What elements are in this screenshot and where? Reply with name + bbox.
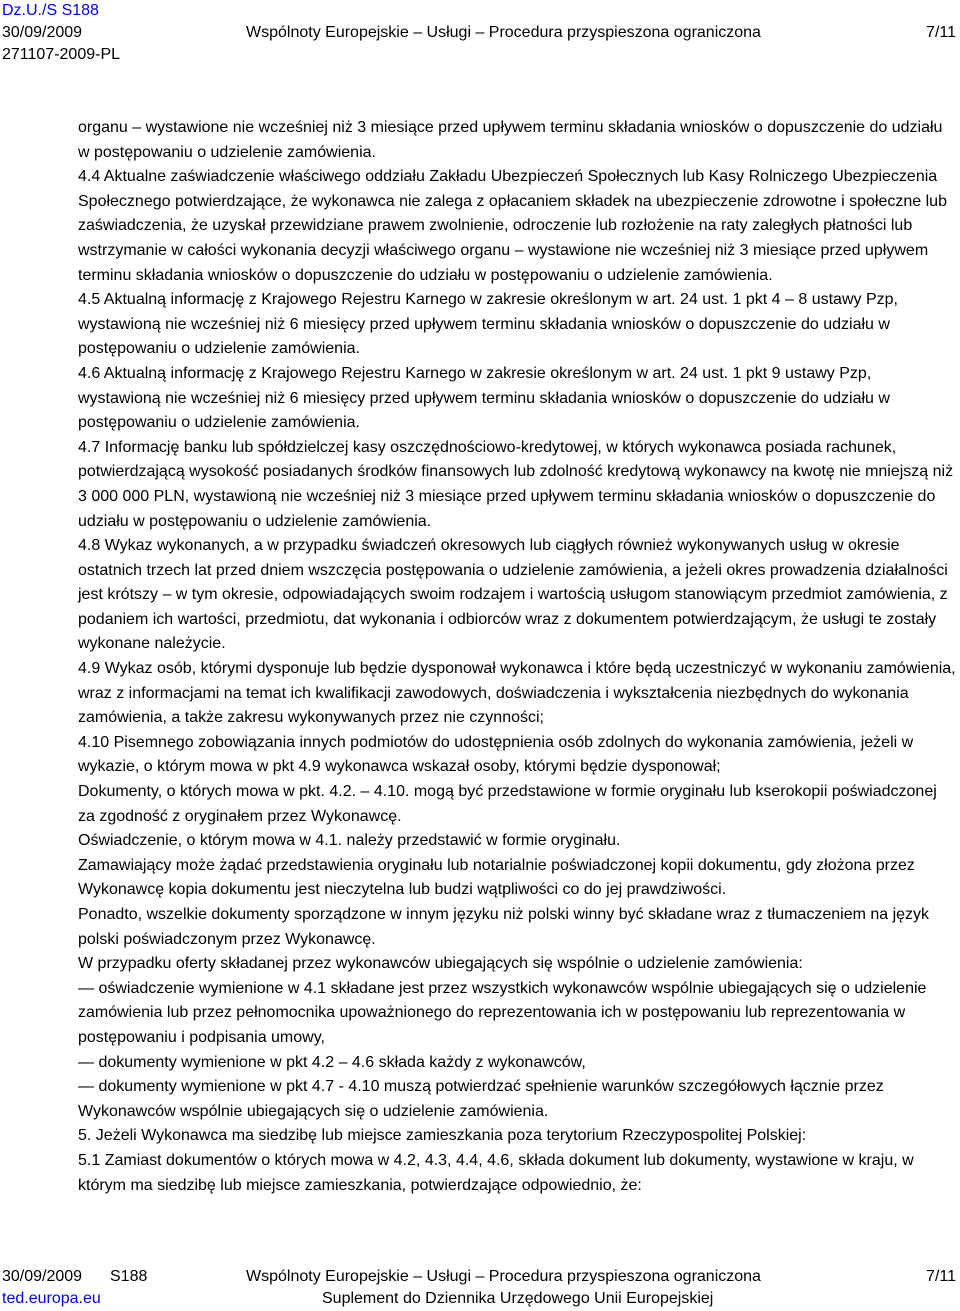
footer-supplement: Suplement do Dziennika Urzędowego Unii Europejskiej (322, 1290, 714, 1307)
footer-title: Wspólnoty Europejskie – Usługi – Procedura przyspieszona ograniczona (246, 1268, 761, 1285)
header-row-3 (0, 44, 960, 66)
paragraph-5: 5. Jeżeli Wykonawca ma siedzibę lub miejsce zamieszkania poza terytorium Rzeczypospolitej Polskiej: (78, 1127, 807, 1145)
paragraph-4-8: 4.8 Wykaz wykonanych, a w przypadku świadczeń okresowych lub ciągłych również wykonywanych usług w okresie ostatnich trzech lat przed dniem wszczęcia postępowania o udzielenie zamówienia, a jeżeli okres prowadzenia działalności jest krótszy – w tym okresie, odpowiadających swoim rodzajem i wartością usługom stanowiącym przedmiot zamówienia, z podaniem ich wartości, przedmiotu, dat wykonania i odbiorców wraz z dokumentem potwierdzającym, że usługi te zostały wykonane należycie. (78, 537, 948, 653)
footer-series: S188 (110, 1268, 148, 1285)
ted-site-link[interactable]: ted.europa.eu (2, 1290, 101, 1307)
header-page-number: 7/11 (926, 24, 956, 41)
paragraph: organu – wystawione nie wcześniej niż 3 miesiące przed upływem terminu składania wniosków o dopuszczenie do udziału w postępowaniu o udzielenie zamówienia. (78, 119, 943, 161)
list-item: — dokumenty wymienione w pkt 4.7 - 4.10 muszą potwierdzać spełnienie warunków szczegółowych łącznie przez Wykonawców wspólnie ubiegających się o udzielenie zamówienia. (78, 1078, 884, 1120)
footer-row-2 (0, 1288, 960, 1310)
footer-row-1 (0, 1266, 960, 1288)
footer-date: 30/09/2009 (2, 1268, 83, 1285)
header-title: Wspólnoty Europejskie – Usługi – Procedura przyspieszona ograniczona (246, 24, 761, 41)
doc-ref-link[interactable]: Dz.U./S S188 (2, 2, 99, 19)
paragraph-documents-form: Dokumenty, o których mowa w pkt. 4.2. – 4.10. mogą być przedstawione w formie oryginału lub kserokopii poświadczonej za zgodność z oryginałem przez Wykonawcę. (78, 783, 937, 825)
paragraph-4-9: 4.9 Wykaz osób, którymi dysponuje lub będzie dysponował wykonawca i które będą uczestniczyć w wykonaniu zamówienia, wraz z informacjami na temat ich kwalifikacji zawodowych, doświadczenia i wykształcenia niezbędnych do wykonania zamówienia, a także zakresu wykonywanych przez nie czynności; (78, 660, 956, 727)
paragraph-declaration-form: Oświadczenie, o którym mowa w 4.1. należy przedstawić w formie oryginału. (78, 832, 621, 850)
paragraph-4-10: 4.10 Pisemnego zobowiązania innych podmiotów do udostępnienia osób zdolnych do wykonania zamówienia, jeżeli w wykazie, o którym mowa w pkt 4.9 wykonawca wskazał osoby, którymi będzie dysponował; (78, 733, 914, 776)
page-header (0, 0, 960, 66)
page-footer (0, 1266, 960, 1310)
footer-page-number: 7/11 (926, 1268, 956, 1285)
paragraph-4-4: 4.4 Aktualne zaświadczenie właściwego oddziału Zakładu Ubezpieczeń Społecznych lub Kasy Rolniczego Ubezpieczenia Społecznego potwierdzające, że wykonawca nie zalega z opłacaniem składek na ubezpieczenie zdrowotne i społeczne lub zaświadczenia, że uzyskał przewidziane prawem zwolnienie, odroczenie lub rozłożenie na raty zaległych płatności lub wstrzymanie w całości wykonania decyzji właściwego organu – wystawione nie wcześniej niż 3 miesiące przed upływem terminu składania wniosków o dopuszczenie do udziału w postępowaniu o udzielenie zamówienia. (78, 168, 947, 284)
paragraph-joint-offer: W przypadku oferty składanej przez wykonawców ubiegających się wspólnie o udzielenie zamówienia: (78, 955, 803, 973)
paragraph-original-request: Zamawiający może żądać przedstawienia oryginału lub notarialnie poświadczonej kopii dokumentu, gdy złożona przez Wykonawcę kopia dokumentu jest nieczytelna lub budzi wątpliwości co do jej prawdziwości. (78, 856, 915, 899)
document-body (78, 116, 958, 1198)
header-date: 30/09/2009 (2, 24, 83, 41)
list-item: — dokumenty wymienione w pkt 4.2 – 4.6 składa każdy z wykonawców, (78, 1053, 586, 1071)
paragraph-4-5: 4.5 Aktualną informację z Krajowego Rejestru Karnego w zakresie określonym w art. 24 ust. 1 pkt 4 – 8 ustawy Pzp, wystawioną nie wcześniej niż 6 miesięcy przed upływem terminu składania wniosków o dopuszczenie do udziału w postępowaniu o udzielenie zamówienia. (78, 291, 898, 358)
notice-id: 271107-2009-PL (2, 46, 121, 63)
list-item: — oświadczenie wymienione w 4.1 składane jest przez wszystkich wykonawców wspólnie ubiegających się o udzielenie zamówienia lub przez pełnomocnika upoważnionego do reprezentowania ich w postępowaniu lub reprezentowania w postępowaniu i podpisania umowy, (78, 979, 927, 1046)
paragraph-translation: Ponadto, wszelkie dokumenty sporządzone w innym języku niż polski winny być składane wraz z tłumaczeniem na język polski poświadczonym przez Wykonawcę. (78, 906, 930, 948)
header-row-2 (0, 22, 960, 44)
header-row-1 (0, 0, 960, 22)
paragraph-4-6: 4.6 Aktualną informację z Krajowego Rejestru Karnego w zakresie określonym w art. 24 ust. 1 pkt 9 ustawy Pzp, wystawioną nie wcześniej niż 6 miesięcy przed upływem terminu składania wniosków o dopuszczenie do udziału w postępowaniu o udzielenie zamówienia. (78, 364, 890, 432)
paragraph-5-1: 5.1 Zamiast dokumentów o których mowa w 4.2, 4.3, 4.4, 4.6, składa dokument lub dokumenty, wystawione w kraju, w którym ma siedzibę lub miejsce zamieszkania, potwierdzające odpowiednio, że: (78, 1151, 914, 1194)
paragraph-4-7: 4.7 Informację banku lub spółdzielczej kasy oszczędnościowo-kredytowej, w których wykonawca posiada rachunek, potwierdzającą wysokość posiadanych środków finansowych lub zdolność kredytową wykonawcy na kwotę nie mniejszą niż 3 000 000 PLN, wystawioną nie wcześniej niż 3 miesiące przed upływem terminu składania wniosków o dopuszczenie do udziału w postępowaniu o udzielenie zamówienia. (78, 438, 954, 530)
